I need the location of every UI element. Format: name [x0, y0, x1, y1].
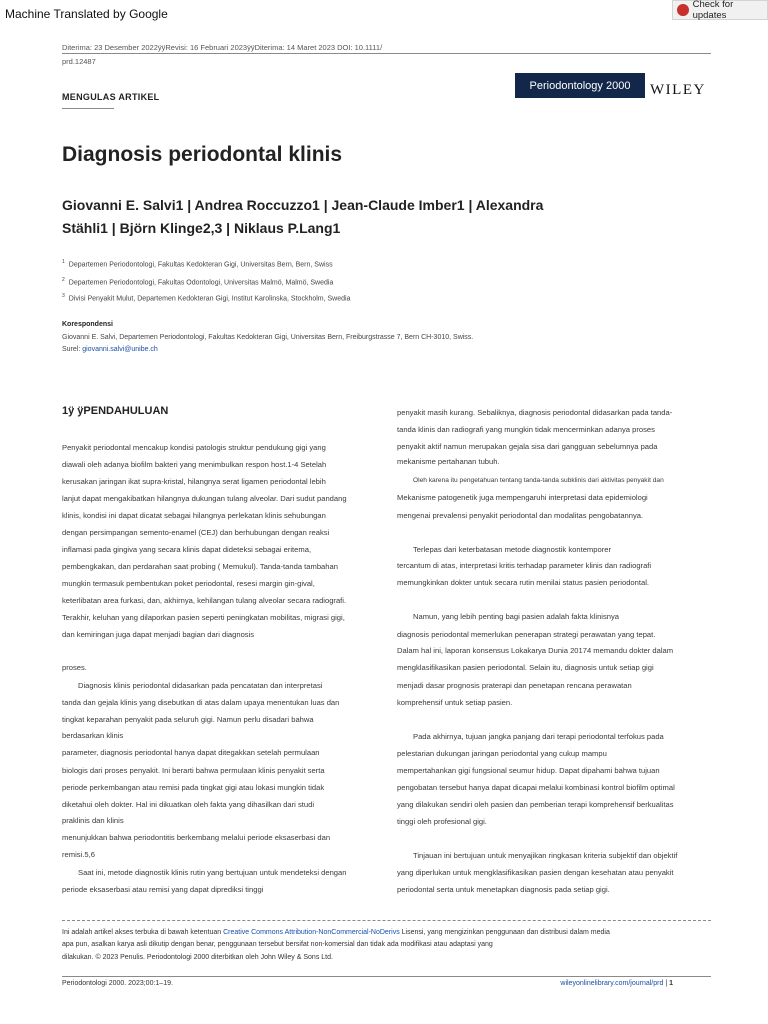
left-line: lanjut dapat mengakibatkan hilangnya dukungan tulang alveolar. Dari sudut pandang: [62, 494, 347, 503]
machine-translated-label: Machine Translated by Google: [5, 7, 168, 21]
right-line: pelestarian dukungan jaringan periodontal yang cukup mampu: [397, 749, 607, 758]
footer-rule: [62, 976, 711, 977]
left-line: periode eksaserbasi atau remisi yang dapat diprediksi tinggi: [62, 885, 264, 894]
right-line: Dalam hal ini, laporan konsensus Lokakarya Dunia 20174 memandu dokter dalam: [397, 646, 674, 655]
authors-line-2: Stähli1 | Björn Klinge2,3 | Niklaus P.Lang1: [62, 220, 341, 236]
right-line: Tinjauan ini bertujuan untuk menyajikan ringkasan kriteria subjektif dan objektif: [413, 851, 678, 860]
right-line: mengenai prevalensi penyakit periodontal dan modalitas pengobatannya.: [397, 511, 644, 520]
left-line: praklinis dan klinis: [62, 816, 124, 825]
left-line: menunjukkan bahwa periodontitis berkembang melalui periode eksaserbasi dan: [62, 833, 331, 842]
left-line: berdasarkan klinis: [62, 731, 124, 740]
right-line: Mekanisme patogenetik juga mempengaruhi interpretasi data epidemiologi: [397, 493, 648, 502]
left-line: Saat ini, metode diagnostik klinis rutin yang bertujuan untuk mendeteksi dengan: [78, 868, 347, 877]
left-line: dan kemiringan juga dapat menjadi bagian dari diagnosis: [62, 630, 255, 639]
license-line-3: dilakukan. © 2023 Penulis. Periodontologi 2000 diterbitkan oleh John Wiley & Sons Ltd.: [62, 954, 333, 961]
page-number: 1: [669, 980, 673, 987]
publisher-logo: WILEY: [650, 82, 706, 98]
right-line: mengklasifikasikan pasien periodontal. Selain itu, diagnosis untuk setiap gigi: [397, 663, 654, 672]
right-line: tanda klinis dan radiografi yang mungkin tidak mencerminkan adanya proses: [397, 425, 655, 434]
left-line: klinis, kondisi ini dapat dicatat sebagai hilangnya perlekatan klinis sehubungan: [62, 511, 326, 520]
left-line: proses.: [62, 663, 87, 672]
right-line: tinggi oleh profesional gigi.: [397, 817, 487, 826]
section-label: MENGULAS ARTIKEL: [62, 92, 160, 102]
crossmark-icon: [677, 4, 689, 16]
right-line: yang dilakukan sendiri oleh pasien dan pemberian terapi komprehensif berkualitas: [397, 800, 674, 809]
left-line: pembengkakan, dan perdarahan saat probing ( Memukul). Tanda-tanda tambahan: [62, 562, 338, 571]
right-line: Pada akhirnya, tujuan jangka panjang dari terapi periodontal terfokus pada: [413, 732, 664, 741]
right-line: periodontal serta untuk menetapkan diagnosis pada setiap gigi.: [397, 885, 610, 894]
left-line: inflamasi pada gingiva yang secara klinis dapat dideteksi sebagai eritema,: [62, 545, 312, 554]
section-underline: [62, 108, 114, 109]
right-line: komprehensif untuk setiap pasien.: [397, 698, 513, 707]
right-line: menjadi dasar prognosis praterapi dan penetapan rencana perawatan: [397, 681, 632, 690]
right-line: yang diperlukan untuk mengklasifikasikan pasien dengan kesehatan atau penyakit: [397, 868, 674, 877]
right-line: Terlepas dari keterbatasan metode diagnostik kontemporer: [413, 545, 611, 554]
left-line: Terakhir, keluhan yang dilaporkan pasien seperti peningkatan mobilitas, migrasi gigi,: [62, 613, 345, 622]
right-line: tercantum di atas, interpretasi kritis terhadap parameter klinis dan radiografi: [397, 561, 652, 570]
left-line: mungkin termasuk pembentukan poket periodontal, resesi margin gin-gival,: [62, 579, 315, 588]
affiliation-2: $^2$ Departemen Periodontologi, Fakultas Odontologi, Universitas Malmö, Malmö, Swedia: [62, 277, 334, 287]
check-updates-label: Check for updates: [692, 0, 734, 21]
journal-url-link[interactable]: wileyonlinelibrary.com/journal/prd: [560, 980, 664, 987]
authors-line-1: Giovanni E. Salvi1 | Andrea Roccuzzo1 | Jean-Claude Imber1 | Alexandra: [62, 197, 544, 213]
check-updates-button[interactable]: [672, 0, 768, 20]
journal-badge: Periodontology 2000: [515, 73, 645, 98]
email-link[interactable]: giovanni.salvi@unibe.ch: [82, 346, 158, 353]
left-line: periode perkembangan atau remisi pada tingkat gigi atau lokasi mungkin tidak: [62, 783, 325, 792]
footer-right: wileyonlinelibrary.com/journal/prd | 1: [560, 980, 673, 987]
left-line: biologis dari proses penyakit. Ini berarti bahwa permulaan klinis penyakit serta: [62, 766, 325, 775]
affiliation-3: $^3$ Divisi Penyakit Mulut, Departemen Kedokteran Gigi, Institut Karolinska, Stockholm, Swedia: [62, 293, 351, 303]
right-line: Namun, yang lebih penting bagi pasien adalah fakta klinisnya: [413, 612, 620, 621]
right-line: Oleh karena itu pengetahuan tentang tanda-tanda subklinis dari aktivitas penyakit dan: [413, 477, 664, 484]
left-line: kerusakan jaringan ikat supra-kristal, hilangnya serat ligamen periodontal lebih: [62, 477, 326, 486]
right-line: memungkinkan dokter untuk secara rutin menilai status pasien periodontal.: [397, 578, 649, 587]
license-link[interactable]: Creative Commons Attribution-NonCommercial-NoDerivs: [223, 929, 400, 936]
left-line: Diagnosis klinis periodontal didasarkan pada pencatatan dan interpretasi: [78, 681, 323, 690]
left-line: keterlibatan area furkasi, dan, akhirnya, kehilangan tulang alveolar secara radiografi.: [62, 596, 347, 605]
right-line: diagnosis periodontal memerlukan penerapan strategi perawatan yang tepat.: [397, 630, 656, 639]
right-line: mempertahankan gigi fungsional seumur hidup. Dapat dipahami bahwa tujuan: [397, 766, 660, 775]
header-rule: [62, 53, 711, 54]
article-title: Diagnosis periodontal klinis: [62, 143, 343, 166]
left-line: diawali oleh adanya biofilm bakteri yang menimbulkan respon host.1-4 Setelah: [62, 460, 327, 469]
section-heading-intro: 1ÿ ÿPENDAHULUAN: [62, 405, 169, 417]
correspondence-email-line: Surel: giovanni.salvi@unibe.ch: [62, 346, 158, 353]
license-rule: [62, 920, 711, 921]
right-line: mekanisme pertahanan tubuh.: [397, 457, 500, 466]
left-line: parameter, diagnosis periodontal hanya dapat ditegakkan setelah permulaan: [62, 748, 320, 757]
article-dates: Diterima: 23 Desember 2022ÿÿRevisi: 16 Februari 2023ÿÿDiterima: 14 Maret 2023 DOI: 10.1111/: [62, 43, 383, 52]
right-line: penyakit masih kurang. Sebaliknya, diagnosis periodontal didasarkan pada tanda-: [397, 408, 673, 417]
correspondence-heading: Korespondensi: [62, 321, 113, 328]
article-doi: prd.12487: [62, 57, 96, 66]
left-line: tingkat keparahan penyakit pada seluruh gigi. Namun perlu disadari bahwa: [62, 715, 314, 724]
correspondence-address: Giovanni E. Salvi, Departemen Periodontologi, Fakultas Kedokteran Gigi, Universitas Bern, Freiburgstrasse 7, Bern CH-3010, Swiss.: [62, 334, 474, 341]
license-line-1: Ini adalah artikel akses terbuka di bawah ketentuan Creative Commons Attribution-NonCommercial-NoDerivs Lisensi, yang mengizinkan penggunaan dan distribusi dalam media: [62, 929, 610, 936]
left-line: dengan persimpangan semento-enamel (CEJ) dan berhubungan dengan reaksi: [62, 528, 330, 537]
left-line: Penyakit periodontal mencakup kondisi patologis struktur pendukung gigi yang: [62, 443, 326, 452]
right-line: penyakit aktif namun merupakan gejala sisa dari gangguan sebelumnya pada: [397, 442, 658, 451]
left-line: remisi.5,6: [62, 850, 95, 859]
left-line: diketahui oleh dokter. Hal ini dikuatkan oleh fakta yang dihasilkan dari studi: [62, 800, 315, 809]
right-line: pengobatan tersebut hanya dapat dicapai melalui kombinasi kontrol biofilm optimal: [397, 783, 675, 792]
license-line-2: apa pun, asalkan karya asli dikutip dengan benar, penggunaan tersebut bersifat non-komersial dan tidak ada modifikasi atau adaptasi yang: [62, 941, 493, 948]
affiliation-1: $^1$ Departemen Periodontologi, Fakultas Kedokteran Gigi, Universitas Bern, Bern, Swiss: [62, 259, 333, 269]
footer-citation: Periodontologi 2000. 2023;00:1–19.: [62, 980, 173, 987]
left-line: tanda dan gejala klinis yang disebutkan di atas dalam upaya menentukan luas dan: [62, 698, 340, 707]
